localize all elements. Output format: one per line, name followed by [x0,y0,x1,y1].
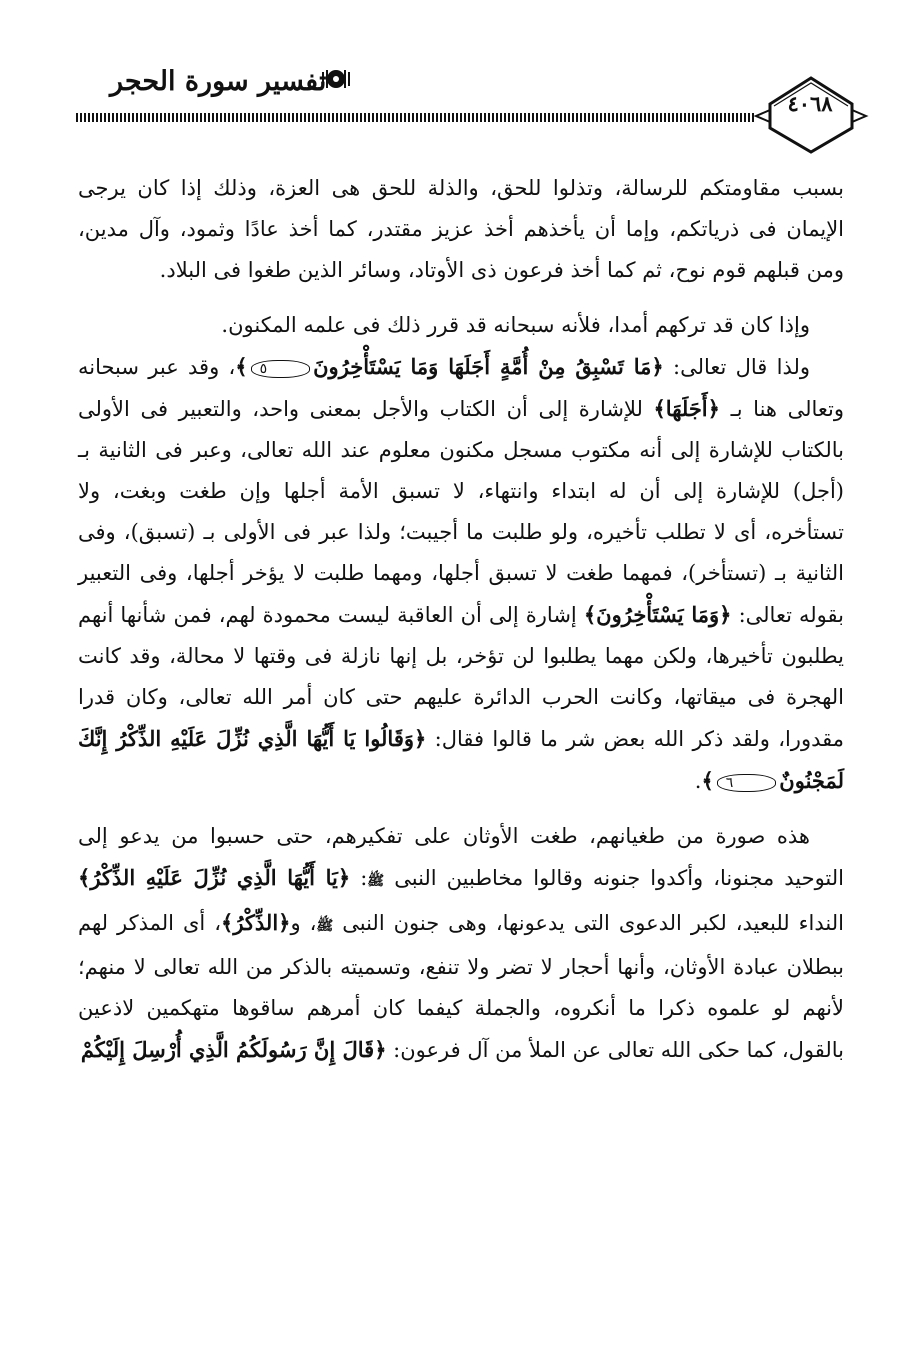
ayah-number-marker: ٦ [717,774,777,792]
header-rule [76,113,756,122]
quran-bracket: ﴿ [337,865,351,890]
quran-bracket: ﴿ [374,1037,387,1062]
quran-bracket: ﴾ [78,865,91,890]
quran-bracket: ﴿ [278,910,291,935]
body-text-run: . [694,769,702,793]
body-text-run: هذه صورة من طغيانهم، طغت الأوثان على تفكيرهم، حتى حسبوا من يدعو إلى التوحيد مجنونا، وأكدوا جنونه وقالوا مخاطبين النبى [78,824,844,890]
quran-verse: وَقَالُوا يَا أَيُّهَا الَّذِي نُزِّلَ عَلَيْهِ الذِّكْرُ إِنَّكَ لَمَجْنُونٌ [78,726,844,793]
quran-verse: الذِّكْرُ [233,910,279,935]
paragraph [78,305,844,346]
quran-bracket: ﴿ [651,354,664,379]
page-number: ٤٠٦٨ [787,91,833,116]
ornament-icon [318,64,354,94]
quran-bracket: ﴾ [701,768,714,793]
quran-bracket: ﴾ [653,396,666,421]
paragraph [78,816,844,1071]
body-text [78,168,844,1071]
body-text-run: ، وقد عبر سبحانه وتعالى هنا بـ [78,355,845,421]
body-text-run: وإذا كان قد تركهم أمدا، فلأنه سبحانه قد قرر ذلك فى علمه المكنون. [221,313,810,337]
body-text-run: إشارة إلى أن العاقبة ليست محمودة لهم، فمن شأنها أنهم يطلبون تأخيرها، ولكن مهما يطلبوا لن تؤخر، بل إنها نازلة فى وقتها لا محالة، وقد كانت الهجرة فى ميقاتها، وكانت الحرب الدائرة عليهم حتى كان أمر الله تعالى، وكان قدرا مقدورا، ولقد ذكر الله بعض شر ما قالوا فقال: [78,603,844,751]
quran-verse: يَا أَيُّهَا الَّذِي نُزِّلَ عَلَيْهِ الذِّكْرُ [90,865,338,890]
body-text-run: النداء للبعيد، لكبر الدعوى التى يدعونها، وهى جنون النبى [333,911,844,935]
quran-verse: وَمَا يَسْتَأْخِرُونَ [596,602,720,627]
body-text-run: للإشارة إلى أن الكتاب والأجل بمعنى واحد، والتعبير فى الأولى بالكتاب للإشارة إلى أنه مكتوب مسجل مكنون معلوم عند الله تعالى، وعبر فى الثانية بـ (أجل) للإشارة إلى أن له ابتداء وانتهاء، لا تسبق الأمة أجلها وإن طغت وبغت، ولا تستأخره، أى لا تطلب تأخيره، ولو طلبت ما أجيبت؛ ولذا عبر فى الأولى بـ (تسبق)، وفى الثانية بـ (تستأخر)، فمهما طغت لا تسبق أجلها، ومهما طلبت لا يؤخر أجلها، وفى التعبير بقوله تعالى: [78,397,844,627]
body-text-run: بسبب مقاومتكم للرسالة، وتذلوا للحق، والذلة للحق هى العزة، وذلك إذا كان يرجى الإيمان فى ذرياتكم، وإما أن يأخذهم أخذ عزيز مقتدر، كما أخذ عادًا وثمود، وآل مدين، ومن قبلهم قوم نوح، ثم كما أخذ فرعون ذى الأوتاد، وسائر الذين طغوا فى البلاد. [78,176,844,282]
body-text-run: ، أى المذكر لهم ببطلان عبادة الأوثان، وأنها أحجار لا تضر ولا تنفع، وتسميته بالذكر من الله تعالى لا منهم؛ لأنهم لو علموه ذكرا ما أنكروه، والجملة كيفما كان أمرهم ساقوها متهكمين لاذعين بالقول، كما حكى الله تعالى عن الملأ من آل فرعون: [78,911,844,1062]
quran-bracket: ﴿ [414,726,427,751]
salawat-symbol: ﷺ [316,918,334,934]
quran-verse: قَالَ إِنَّ رَسُولَكُمُ الَّذِي أُرْسِلَ إِلَيْكُمْ [80,1037,375,1062]
ayah-number-marker: ٥ [251,360,311,378]
quran-verse: أَجَلَهَا [665,396,708,421]
quran-bracket: ﴾ [583,602,597,627]
body-text-run: : [350,866,368,890]
paragraph [78,168,844,291]
quran-bracket: ﴾ [235,354,248,379]
paragraph [78,346,844,802]
quran-bracket: ﴿ [719,602,732,627]
quran-verse: مَا تَسْبِقُ مِنْ أُمَّةٍ أَجَلَهَا وَمَا يَسْتَأْخِرُونَ [313,354,652,379]
salawat-symbol: ﷺ [367,873,385,889]
body-text-run: ، و [290,911,317,935]
running-header-title: تفسير سورة الحجر [110,66,327,97]
quran-bracket: ﴿ [707,396,720,421]
body-text-run: ولذا قال تعالى: [663,355,810,379]
quran-bracket: ﴾ [221,910,234,935]
